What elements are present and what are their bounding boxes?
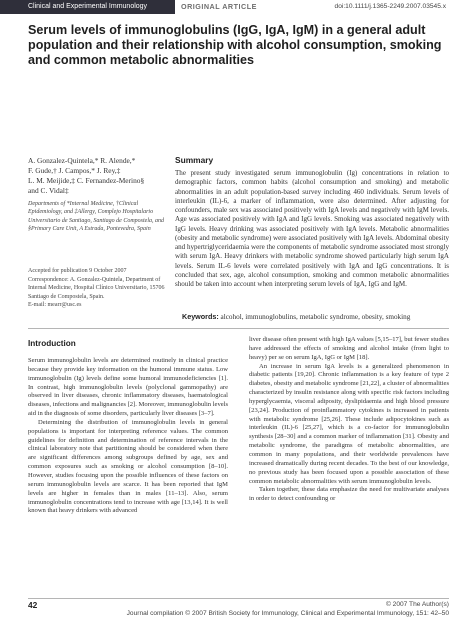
keywords-text: alcohol, immunoglobulins, metabolic syndrome, obesity, smoking xyxy=(220,313,411,321)
body-column-left xyxy=(28,338,228,516)
body-paragraph: Serum immunoglobulin levels are determined routinely in clinical practice because they provide key information on the humoral immune status. Low immunoglobulin (Ig) levels define some humoral immunodeficiencies [1]. In contrast, high immunoglobulin levels (polyclonal gammopathy) are observed in liver diseases, chronic inflammatory diseases, haematological diseases, infections and malignancies [2]. Moreover, immunoglobulin levels aid in the diagnosis of some disorders, particularly liver diseases [3–7]. xyxy=(28,357,228,418)
compilation-line: Journal compilation © 2007 British Society for Immunology, Clinical and Experimental Immunology, 151: 42–50 xyxy=(126,610,449,617)
running-header xyxy=(0,0,474,14)
affiliations: Departments of *Internal Medicine, †Clinical Epidemiology, and ‡Allergy, Complejo Hospitalario Universitario de Santiago, Santiago de Compostela, and §Primary Care Unit, A Estrada, Pontevedra, Spain xyxy=(28,201,164,233)
body-column-right xyxy=(249,336,449,504)
footer-copyright xyxy=(127,600,449,618)
correspondence xyxy=(28,276,168,310)
author-list xyxy=(28,156,168,196)
journal-name: Clinical and Experimental Immunology xyxy=(0,0,175,14)
body-paragraph: An increase in serum IgA levels is a generalized phenomenon in diabetic patients [19,20]. Chronic inflammation is a key feature of type 2 diabetes, obesity and metabolic syndrome [21,22], a cluster of abnormalities characterized by insulin resistance along with specific risk factors including hyperglycaemia, visceral adiposity, dyslipidaemia and high blood pressure [23,24]. Production of proinflammatory cytokines is increased in patients with metabolic syndrome [25,26]. These include adipocytokines such as interleukin (IL)-6 [25,27], which is a co-factor for immunoglobulin synthesis [28–30] and a common marker of inflammation [31]. Obesity and metabolic syndrome, the paradigms of metabolic abnormalities, are common in many populations, and their worldwide prevalences have increased dramatically during recent decades. To the best of our knowledge, no previous study has been focused upon a possible association of these common metabolic abnormalities with serum immunoglobulin levels. xyxy=(249,362,449,485)
author-line: F. Gude,† J. Campos,* J. Rey,‡ xyxy=(28,166,121,175)
summary-heading: Summary xyxy=(175,155,214,165)
section-divider xyxy=(28,328,449,329)
footer-divider xyxy=(28,598,449,599)
correspondence-email[interactable]: E-mail: mearr@usc.es xyxy=(28,302,82,309)
keywords xyxy=(182,312,454,322)
article-type: ORIGINAL ARTICLE xyxy=(181,2,257,11)
summary-text: The present study investigated serum immunoglobulin (Ig) concentrations in relation to demographic factors, common habits (alcohol consumption and smoking) and metabolic abnormalities in an adult population-based survey including 460 individuals. Serum levels of interleukin (IL)-6, a marker of inflammation, were also determined. After adjusting for confounders, male sex was associated positively with IgA levels and negatively with IgM levels. Age was associated positively with IgA and IgG levels. Smoking was associated negatively with IgG levels. Heavy drinking was associated positively with IgA levels. Metabolic abnormalities (obesity and metabolic syndrome) were associated positively with IgA levels. Abdominal obesity and hypertriglyceridaemia were the components of metabolic syndrome associated most strongly with serum IgA. Heavy drinkers with metabolic syndrome showed particularly high serum IgA levels. Serum IL-6 levels were correlated positively with IgA and IgG concentrations. It is concluded that sex, age, alcohol consumption, smoking and common metabolic abnormalities should be taken into account when interpreting serum levels of IgA, IgG and IgM. xyxy=(175,169,449,288)
body-paragraph: Taken together, these data emphasize the need for multivariate analyses in order to detect confounding or xyxy=(249,486,449,503)
doi[interactable]: doi:10.1111/j.1365-2249.2007.03545.x xyxy=(334,3,446,10)
author-line: A. Gonzalez-Quintela,* R. Alende,* xyxy=(28,156,136,165)
body-paragraph: liver disease often present with high IgA values [5,15–17], but fewer studies have addressed the effects of smoking and alcohol intake (from light to heavy) per se on serum IgA, IgG or IgM [18]. xyxy=(249,336,449,361)
introduction-heading: Introduction xyxy=(28,339,76,348)
author-line: L. M. Meijide,‡ C. Fernandez-Merino§ xyxy=(28,176,145,185)
summary-section xyxy=(175,148,449,296)
keywords-label: Keywords: xyxy=(182,312,219,321)
copyright-line: © 2007 The Author(s) xyxy=(385,601,449,608)
correspondence-address: Correspondence: A. Gonzalez-Quintela, Department of Internal Medicine, Hospital Clínico Universitario, 15706 Santiago de Compostela, Spain. xyxy=(28,277,165,300)
author-line: and C. Vidal‡ xyxy=(28,186,69,195)
body-paragraph: Determining the distribution of immunoglobulin levels in general populations is important for interpreting reference values. The common guidelines for definition and determination of reference intervals in the clinical laboratory note that partitioning should be considered when there are significant differences among subgroups defined by age, sex and common exposures such as smoking or alcohol consumption [8–10]. However, studies focusing upon the possible influences of these factors on serum immunoglobulin levels are scarce. It has been reported that IgM levels are higher in females than in males [11–13]. Also, serum immunoglobulin concentrations tend to increase with age [13,14]. It is well known that heavy drinkers with advanced xyxy=(28,418,228,515)
article-title: Serum levels of immunoglobulins (IgG, IgA, IgM) in a general adult population and their relationship with alcohol consumption, smoking and common metabolic abnormalities xyxy=(28,23,442,67)
accepted-date: Accepted for publication 9 October 2007 xyxy=(28,268,127,274)
page-number: 42 xyxy=(28,600,38,610)
